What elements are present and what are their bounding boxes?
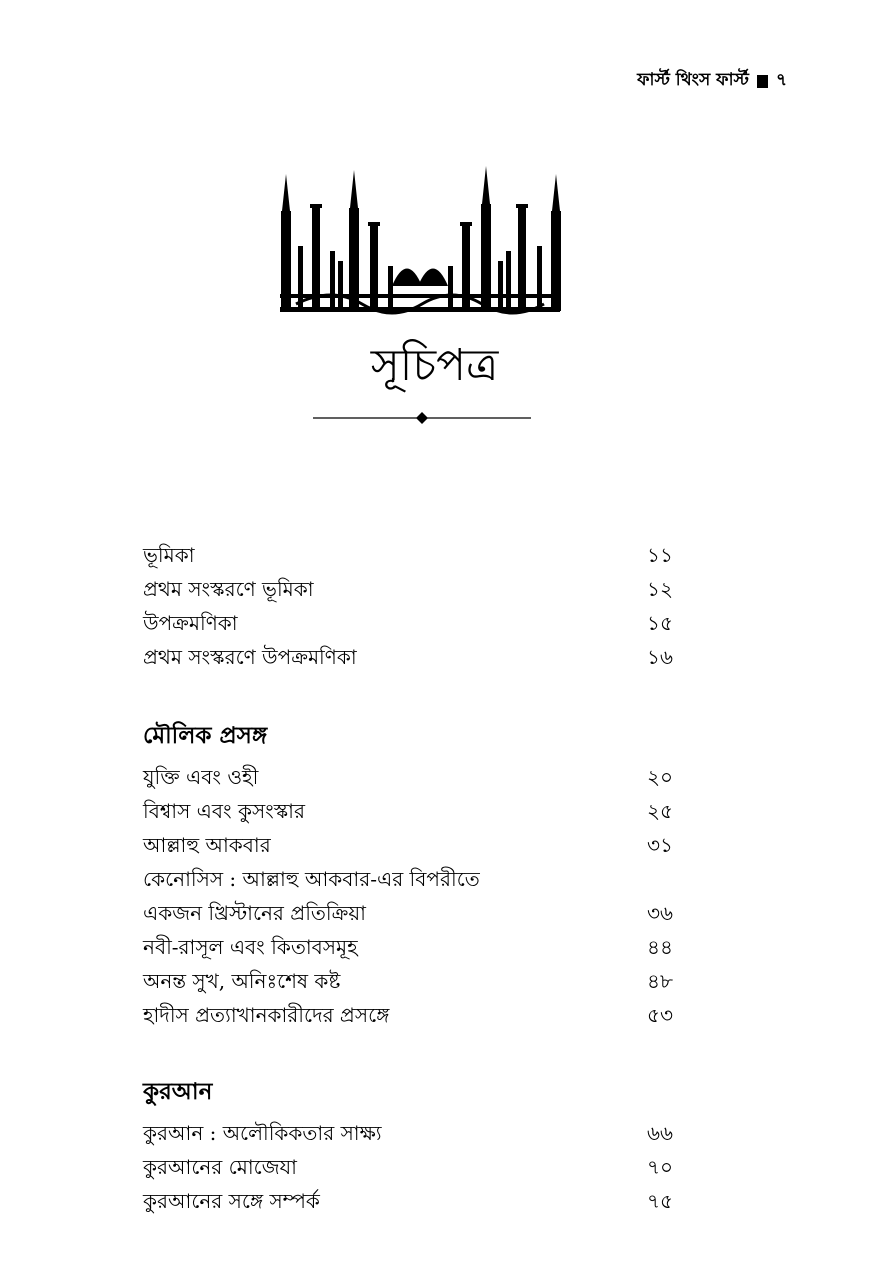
page-number: ৭ <box>775 70 787 90</box>
diamond-divider-icon <box>313 411 531 425</box>
toc-row[interactable] <box>143 540 695 574</box>
entry-title: ভূমিকা <box>143 542 195 567</box>
entry-title: প্রথম সংস্করণে উপক্রমণিকা <box>143 644 357 669</box>
toc-row[interactable] <box>143 1000 695 1034</box>
entry-title: নবী-রাসূল এবং কিতাবসমূহ <box>143 934 358 959</box>
entry-page: ৬৬ <box>647 1120 674 1145</box>
entry-title: প্রথম সংস্করণে ভূমিকা <box>143 576 314 601</box>
toc-row[interactable] <box>143 1186 695 1220</box>
toc-row[interactable] <box>143 1118 695 1152</box>
entry-page: ৭৫ <box>647 1188 673 1213</box>
toc-row[interactable] <box>143 574 695 608</box>
toc-row[interactable] <box>143 966 695 1000</box>
toc-row[interactable] <box>143 830 695 864</box>
entry-page: ১২ <box>647 576 673 601</box>
running-header <box>637 66 787 96</box>
entry-page: ৪৮ <box>647 968 673 993</box>
running-title: ফার্স্ট থিংস ফার্স্ট <box>637 70 749 90</box>
entry-title: কুরআন : অলৌকিকতার সাক্ষ্য <box>143 1120 382 1145</box>
mosque-calligraphy-icon <box>272 166 568 316</box>
entry-title: অনন্ত সুখ, অনিঃশেষ কষ্ট <box>143 968 341 993</box>
entry-title: বিশ্বাস এবং কুসংস্কার <box>143 798 305 823</box>
toc-row[interactable] <box>143 932 695 966</box>
entry-page: ১১ <box>647 542 673 567</box>
table-of-contents <box>143 540 695 1220</box>
toc-row[interactable] <box>143 864 695 898</box>
square-bullet-icon <box>757 75 768 88</box>
entry-page: ২৫ <box>647 798 673 823</box>
entry-page: ১৬ <box>647 644 673 669</box>
entry-page: ৩১ <box>647 832 673 857</box>
toc-row[interactable] <box>143 898 695 932</box>
entry-page: ৪৪ <box>647 934 673 959</box>
toc-row[interactable] <box>143 762 695 796</box>
toc-row[interactable] <box>143 642 695 676</box>
entry-page: ৩৬ <box>647 900 674 925</box>
entry-title: আল্লাহু আকবার <box>143 832 271 857</box>
entry-page: ২০ <box>647 764 674 789</box>
entry-title: কুরআনের সঙ্গে সম্পর্ক <box>143 1188 320 1213</box>
entry-page: ১৫ <box>647 610 673 635</box>
toc-row[interactable] <box>143 796 695 830</box>
toc-row[interactable] <box>143 1152 695 1186</box>
entry-page: ৭০ <box>647 1154 674 1179</box>
entry-title: একজন খ্রিস্টানের প্রতিক্রিয়া <box>143 900 366 925</box>
entry-title: উপক্রমণিকা <box>143 610 238 635</box>
entry-title: যুক্তি এবং ওহী <box>143 764 259 789</box>
entry-title: হাদীস প্রত্যাখানকারীদের প্রসঙ্গে <box>143 1002 390 1027</box>
toc-row[interactable] <box>143 608 695 642</box>
entry-title: কেনোসিস : আল্লাহু আকবার-এর বিপরীতে <box>143 866 480 891</box>
entry-title: কুরআনের মোজেযা <box>143 1154 297 1179</box>
page-title: সূচিপত্র <box>370 340 499 391</box>
section-heading: কুরআন <box>143 1078 213 1105</box>
section-heading: মৌলিক প্রসঙ্গ <box>143 722 268 749</box>
entry-page: ৫৩ <box>647 1002 673 1027</box>
